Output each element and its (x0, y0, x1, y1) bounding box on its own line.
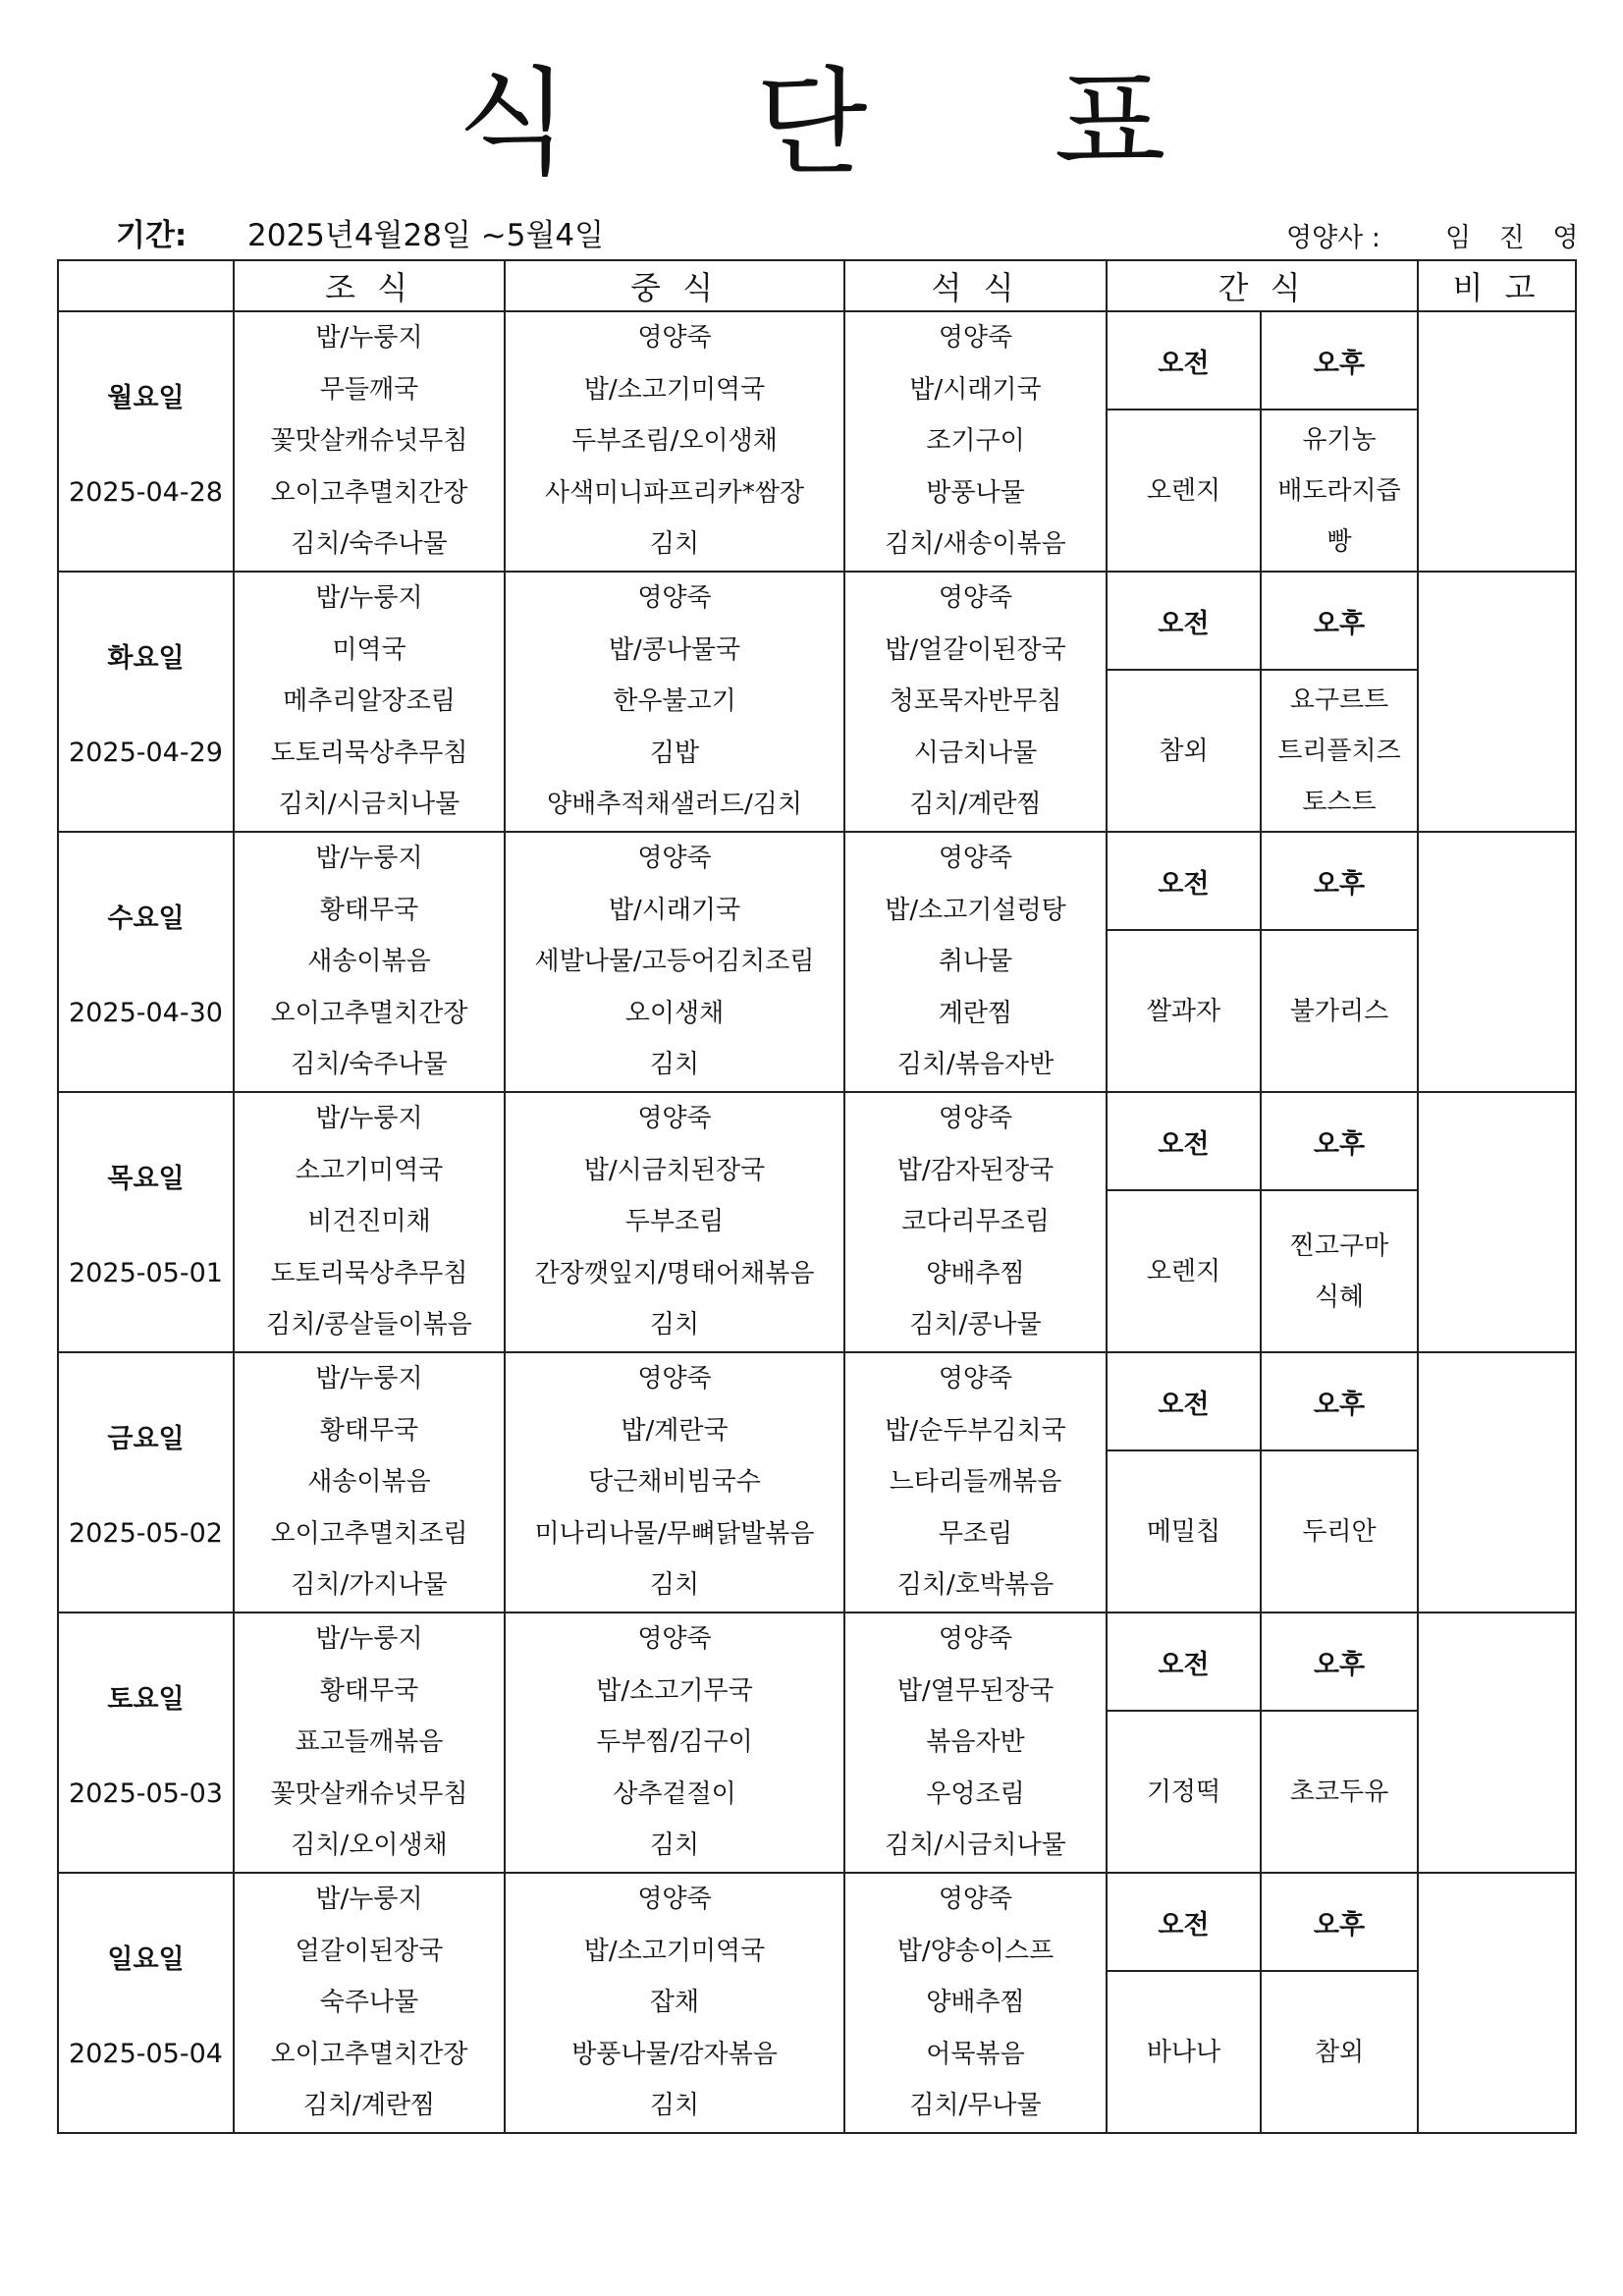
note-cell (1418, 572, 1576, 832)
lunch-item: 영양죽 (637, 1885, 712, 1915)
snack-pm-value (1261, 410, 1418, 572)
breakfast-item: 김치/숙주나물 (291, 1050, 448, 1080)
breakfast-item: 황태무국 (319, 1415, 419, 1446)
lunch-item: 양배추적채샐러드/김치 (547, 790, 802, 820)
day-name: 일요일 (107, 1943, 185, 1975)
lunch-item: 미나리나물/무뼈닭발볶음 (534, 1518, 815, 1549)
breakfast-item: 김치/가지나물 (291, 1570, 448, 1601)
breakfast-item: 오이고추멸치간장 (270, 477, 468, 508)
breakfast-item: 김치/계란찜 (302, 2091, 436, 2121)
breakfast-cell (234, 1352, 505, 1613)
breakfast-item: 꽃맛살캐슈넛무침 (270, 1778, 468, 1809)
lunch-item: 김치 (649, 1310, 700, 1340)
dinner-item: 코다리무조림 (901, 1207, 1050, 1237)
snack-am-value (1107, 670, 1261, 832)
breakfast-cell (234, 1092, 505, 1352)
day-row (58, 1092, 1576, 1190)
header-note: 비 고 (1418, 260, 1576, 311)
dinner-item: 느타리들깨볶음 (889, 1467, 1062, 1498)
breakfast-cell (234, 1613, 505, 1873)
day-row (58, 1613, 1576, 1711)
day-cell (58, 832, 234, 1092)
breakfast-item: 새송이볶음 (307, 947, 431, 977)
day-row (58, 1352, 1576, 1450)
breakfast-cell (234, 832, 505, 1092)
day-date: 2025-04-28 (69, 476, 223, 508)
header-dinner: 석 식 (844, 260, 1107, 311)
breakfast-item: 표고들깨볶음 (295, 1727, 444, 1758)
lunch-item: 김치 (649, 529, 700, 560)
dinner-item: 영양죽 (938, 583, 1013, 614)
breakfast-cell (234, 311, 505, 572)
snack-pm-value (1261, 1190, 1418, 1352)
dinner-cell (844, 572, 1107, 832)
period-value: 2025년4월28일 ~5월4일 (247, 218, 605, 253)
lunch-item: 두부조림 (624, 1207, 725, 1237)
snack-am-value (1107, 1711, 1261, 1873)
lunch-cell (505, 311, 844, 572)
dinner-item: 우엉조림 (926, 1778, 1025, 1809)
breakfast-item: 도토리묵상추무침 (270, 738, 468, 768)
dinner-item: 김치/계란찜 (909, 790, 1042, 820)
snack-am-item: 바나나 (1146, 2037, 1221, 2067)
day-cell (58, 1352, 234, 1613)
snack-pm-item: 배도라지즙 (1277, 475, 1401, 506)
lunch-item: 잡채 (649, 1988, 700, 2018)
dinner-item: 계란찜 (938, 998, 1013, 1028)
note-cell (1418, 1613, 1576, 1873)
dinner-item: 영양죽 (938, 1624, 1013, 1655)
day-cell (58, 311, 234, 572)
snack-pm-value (1261, 1971, 1418, 2133)
day-name: 목요일 (107, 1163, 185, 1194)
day-date: 2025-04-29 (69, 737, 223, 768)
lunch-item: 밥/소고기미역국 (583, 374, 766, 405)
menu-table (57, 259, 1577, 2134)
breakfast-item: 황태무국 (319, 1675, 419, 1706)
dinner-item: 밥/양송이스프 (896, 1936, 1055, 1966)
breakfast-item: 오이고추멸치조림 (270, 1518, 468, 1549)
dinner-item: 방풍나물 (926, 477, 1025, 508)
day-row (58, 832, 1576, 930)
breakfast-item: 도토리묵상추무침 (270, 1258, 468, 1288)
lunch-item: 영양죽 (637, 1104, 712, 1134)
snack-pm-item: 요구르트 (1289, 684, 1389, 715)
snack-pm-label: 오후 (1261, 1873, 1418, 1971)
breakfast-item: 미역국 (332, 634, 406, 665)
dinner-item: 밥/감자된장국 (896, 1155, 1055, 1185)
lunch-item: 두부찜/김구이 (596, 1727, 753, 1758)
snack-am-item: 오렌지 (1146, 475, 1221, 506)
snack-am-item: 오렌지 (1146, 1256, 1221, 1286)
snack-pm-value (1261, 1450, 1418, 1613)
breakfast-item: 얼갈이된장국 (295, 1936, 444, 1966)
lunch-cell (505, 572, 844, 832)
breakfast-item: 밥/누룽지 (315, 1104, 423, 1134)
breakfast-item: 밥/누룽지 (315, 1364, 423, 1394)
snack-am-label: 오전 (1107, 832, 1261, 930)
lunch-item: 김밥 (649, 738, 700, 768)
day-row (58, 572, 1576, 670)
day-date: 2025-05-04 (69, 2038, 223, 2069)
day-row (58, 311, 1576, 410)
snack-am-item: 쌀과자 (1146, 996, 1221, 1026)
lunch-item: 세발나물/고등어김치조림 (534, 947, 815, 977)
breakfast-item: 무들깨국 (319, 374, 419, 405)
snack-pm-item: 트리플치즈 (1277, 736, 1401, 766)
lunch-item: 당근채비빔국수 (588, 1467, 761, 1498)
day-cell (58, 1873, 234, 2133)
snack-pm-value (1261, 930, 1418, 1092)
snack-pm-label: 오후 (1261, 1352, 1418, 1450)
dinner-item: 영양죽 (938, 1885, 1013, 1915)
lunch-item: 간장깻잎지/명태어채볶음 (534, 1258, 815, 1288)
snack-am-label: 오전 (1107, 1873, 1261, 1971)
dinner-item: 김치/호박볶음 (896, 1570, 1055, 1601)
day-name: 화요일 (107, 642, 185, 674)
dinner-item: 양배추찜 (926, 1258, 1025, 1288)
lunch-item: 김치 (649, 1050, 700, 1080)
dinner-item: 밥/시래기국 (909, 374, 1042, 405)
lunch-item: 김치 (649, 2091, 700, 2121)
note-cell (1418, 1873, 1576, 2133)
lunch-item: 영양죽 (637, 844, 712, 874)
snack-pm-item: 초코두유 (1289, 1777, 1389, 1807)
breakfast-item: 밥/누룽지 (315, 1885, 423, 1915)
breakfast-item: 밥/누룽지 (315, 844, 423, 874)
dinner-item: 양배추찜 (926, 1988, 1025, 2018)
breakfast-item: 메추리알장조림 (283, 686, 456, 717)
breakfast-item: 밥/누룽지 (315, 323, 423, 354)
lunch-item: 밥/콩나물국 (608, 634, 741, 665)
snack-pm-label: 오후 (1261, 572, 1418, 670)
lunch-item: 김치 (649, 1570, 700, 1601)
snack-pm-item: 유기농 (1302, 424, 1377, 455)
lunch-item: 밥/시금치된장국 (583, 1155, 766, 1185)
lunch-item: 밥/시래기국 (608, 895, 741, 925)
snack-pm-item: 참외 (1314, 2037, 1365, 2067)
lunch-item: 밥/계란국 (621, 1415, 729, 1446)
dinner-item: 영양죽 (938, 1364, 1013, 1394)
lunch-item: 상추겉절이 (613, 1778, 736, 1809)
dinner-item: 영양죽 (938, 1104, 1013, 1134)
header-breakfast: 조 식 (234, 260, 505, 311)
nutritionist-name: 임 진 영 (1445, 223, 1589, 253)
snack-am-value (1107, 930, 1261, 1092)
snack-pm-label: 오후 (1261, 311, 1418, 410)
header-row (58, 260, 1576, 311)
day-date: 2025-05-01 (69, 1257, 223, 1288)
title-char-1: 식 (457, 55, 569, 191)
snack-pm-item: 토스트 (1302, 787, 1377, 817)
breakfast-item: 김치/시금치나물 (278, 790, 460, 820)
snack-am-label: 오전 (1107, 572, 1261, 670)
title-char-2: 단 (755, 55, 868, 191)
snack-am-value (1107, 410, 1261, 572)
day-name: 토요일 (107, 1683, 185, 1715)
dinner-cell (844, 311, 1107, 572)
lunch-cell (505, 1613, 844, 1873)
snack-am-value (1107, 1190, 1261, 1352)
note-cell (1418, 1092, 1576, 1352)
snack-pm-label: 오후 (1261, 1613, 1418, 1711)
dinner-item: 밥/순두부김치국 (885, 1415, 1066, 1446)
day-name: 금요일 (107, 1423, 185, 1454)
lunch-item: 밥/소고기무국 (596, 1675, 753, 1706)
day-cell (58, 1613, 234, 1873)
snack-am-label: 오전 (1107, 1092, 1261, 1190)
header-snack: 간 식 (1107, 260, 1418, 311)
lunch-item: 한우불고기 (613, 686, 736, 717)
breakfast-item: 꽃맛살캐슈넛무침 (270, 426, 468, 457)
note-cell (1418, 311, 1576, 572)
day-cell (58, 1092, 234, 1352)
dinner-cell (844, 832, 1107, 1092)
dinner-item: 볶음자반 (926, 1727, 1025, 1758)
lunch-item: 방풍나물/감자볶음 (571, 2039, 778, 2069)
lunch-item: 영양죽 (637, 323, 712, 354)
snack-pm-label: 오후 (1261, 832, 1418, 930)
lunch-item: 영양죽 (637, 1364, 712, 1394)
dinner-item: 어묵볶음 (926, 2039, 1025, 2069)
dinner-item: 청포묵자반무침 (889, 686, 1062, 717)
snack-am-label: 오전 (1107, 1613, 1261, 1711)
snack-pm-label: 오후 (1261, 1092, 1418, 1190)
note-cell (1418, 1352, 1576, 1613)
lunch-cell (505, 1092, 844, 1352)
breakfast-item: 비건진미채 (307, 1207, 431, 1237)
dinner-item: 시금치나물 (913, 738, 1038, 768)
day-date: 2025-04-30 (69, 997, 223, 1028)
dinner-item: 무조림 (938, 1518, 1013, 1549)
header-lunch: 중 식 (505, 260, 844, 311)
dinner-item: 영양죽 (938, 323, 1013, 354)
period-label: 기간: (116, 218, 188, 253)
day-name: 월요일 (107, 382, 185, 413)
snack-pm-value (1261, 670, 1418, 832)
snack-am-item: 참외 (1159, 736, 1209, 766)
nutritionist-label: 영양사 : (1286, 223, 1380, 253)
title-char-3: 표 (1054, 55, 1166, 191)
breakfast-item: 김치/숙주나물 (291, 529, 448, 560)
lunch-item: 사색미니파프리카*쌈장 (544, 477, 805, 508)
day-date: 2025-05-03 (69, 1777, 223, 1809)
dinner-item: 밥/열무된장국 (896, 1675, 1055, 1706)
breakfast-cell (234, 1873, 505, 2133)
breakfast-item: 오이고추멸치간장 (270, 998, 468, 1028)
breakfast-item: 김치/콩살들이볶음 (266, 1310, 472, 1340)
breakfast-item: 김치/오이생채 (291, 1831, 448, 1861)
snack-pm-item: 불가리스 (1289, 996, 1389, 1026)
dinner-item: 밥/소고기설렁탕 (885, 895, 1066, 925)
dinner-cell (844, 1873, 1107, 2133)
dinner-item: 조기구이 (926, 426, 1025, 457)
dinner-cell (844, 1613, 1107, 1873)
day-cell (58, 572, 234, 832)
day-name: 수요일 (107, 902, 185, 934)
dinner-item: 취나물 (938, 947, 1013, 977)
lunch-item: 두부조림/오이생채 (571, 426, 778, 457)
snack-pm-item: 두리안 (1302, 1516, 1377, 1547)
breakfast-item: 황태무국 (319, 895, 419, 925)
breakfast-item: 오이고추멸치간장 (270, 2039, 468, 2069)
lunch-item: 밥/소고기미역국 (583, 1936, 766, 1966)
lunch-item: 오이생채 (624, 998, 725, 1028)
dinner-item: 영양죽 (938, 844, 1013, 874)
lunch-cell (505, 1352, 844, 1613)
snack-pm-value (1261, 1711, 1418, 1873)
dinner-item: 김치/무나물 (909, 2091, 1042, 2121)
snack-am-item: 기정떡 (1146, 1777, 1221, 1807)
snack-pm-item: 찐고구마 (1289, 1230, 1389, 1261)
snack-pm-item: 식혜 (1314, 1282, 1365, 1312)
lunch-cell (505, 832, 844, 1092)
breakfast-item: 밥/누룽지 (315, 1624, 423, 1655)
dinner-item: 김치/새송이볶음 (885, 529, 1066, 560)
snack-am-label: 오전 (1107, 311, 1261, 410)
breakfast-item: 숙주나물 (319, 1988, 419, 2018)
page-title (0, 54, 1623, 191)
day-date: 2025-05-02 (69, 1517, 223, 1549)
header-day (58, 260, 234, 311)
lunch-item: 영양죽 (637, 1624, 712, 1655)
dinner-cell (844, 1352, 1107, 1613)
breakfast-item: 새송이볶음 (307, 1467, 431, 1498)
day-row (58, 1873, 1576, 1971)
snack-pm-item: 빵 (1326, 526, 1352, 557)
breakfast-cell (234, 572, 505, 832)
dinner-item: 김치/시금치나물 (885, 1831, 1066, 1861)
note-cell (1418, 832, 1576, 1092)
dinner-item: 김치/볶음자반 (896, 1050, 1055, 1080)
lunch-cell (505, 1873, 844, 2133)
dinner-item: 밥/얼갈이된장국 (885, 634, 1066, 665)
snack-am-value (1107, 1450, 1261, 1613)
snack-am-item: 메밀칩 (1146, 1516, 1221, 1547)
lunch-item: 영양죽 (637, 583, 712, 614)
breakfast-item: 소고기미역국 (295, 1155, 444, 1185)
dinner-item: 김치/콩나물 (909, 1310, 1042, 1340)
snack-am-label: 오전 (1107, 1352, 1261, 1450)
breakfast-item: 밥/누룽지 (315, 583, 423, 614)
snack-am-value (1107, 1971, 1261, 2133)
lunch-item: 김치 (649, 1831, 700, 1861)
dinner-cell (844, 1092, 1107, 1352)
